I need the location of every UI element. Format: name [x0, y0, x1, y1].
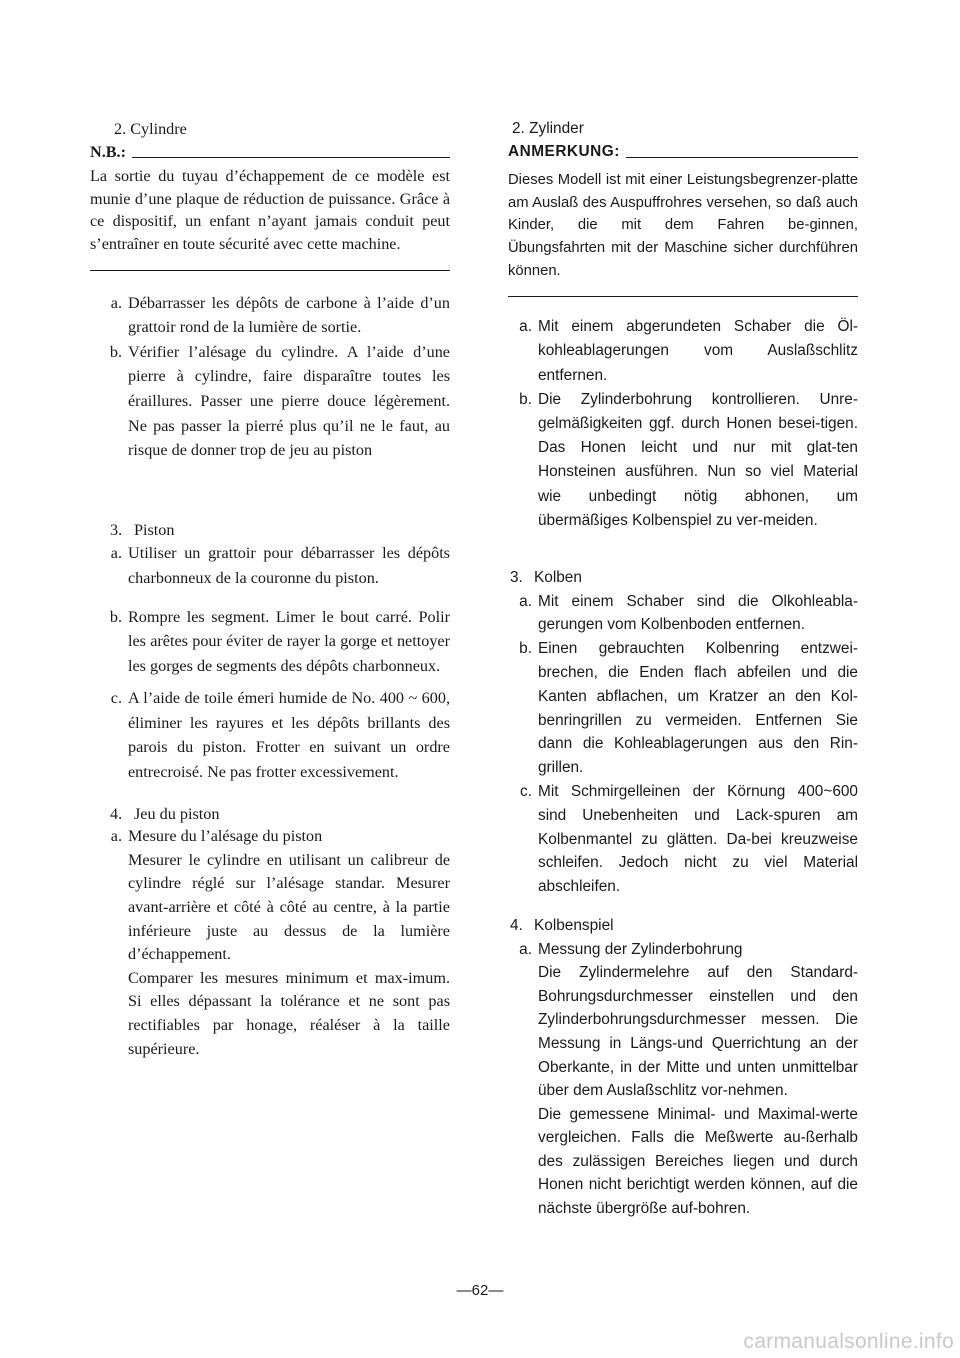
measure-title: Mesure du l’alésage du piston — [128, 827, 323, 846]
list-item: c. A l’aide de toile émeri humide de No. 400 ~ 600, éliminer les rayures et les dépôts brillants des parois du piston. Frotter en suivant un ordre entrecroisé. Ne pas frotter excessivement. — [110, 689, 450, 782]
note-heading — [508, 141, 858, 164]
note-separator — [508, 296, 858, 297]
note-label: ANMERKUNG: — [508, 142, 620, 160]
list-item: a. Mit einem Schaber sind die Olkohleabla-gerungen vom Kolbenboden entfernen. — [519, 592, 858, 634]
piston-steps — [90, 541, 450, 784]
nb-separator — [90, 270, 450, 271]
piston-heading: 3. Piston — [110, 520, 175, 539]
list-item: a. Débarrasser les dépôts de carbone à l’aide d’un grattoir rond de la lumière de sortie. — [110, 293, 450, 337]
piston-clearance-steps — [90, 825, 450, 1061]
cylinder-heading: 2. Cylindre — [114, 120, 187, 138]
measure-text: Die Zylindermelehre auf den Standard-Bohrungsdurchmesser einstellen und den Zylinderbohrungsdurchmesser messen. Die Messung in Längs-und Querrichtung an der Oberkante, in der Mitte und unten unmittelbar über dem Auslaßschlitz vor-nehmen. — [538, 964, 858, 1100]
compare-text: Die gemessene Minimal- und Maximal-werte vergleichen. Falls die Meßwerte au-ßerhalb des zulässigen Bereiches liegen und durch Honen nicht berichtigt werden können, auf die nächste übergröße auf-bohren. — [538, 1105, 858, 1218]
list-item: b. Die Zylinderbohrung kontrollieren. Unre-gelmäßigkeiten ggf. durch Honen besei-tigen. Das Honen leicht und nur mit glat-ten Honsteinen ausführen. Nun so viel Material wie unbedingt nötig abhonen, um übermäßiges Kolbenspiel zu ver-meiden. — [519, 390, 858, 529]
list-item: a. Utiliser un grattoir pour débarrasser les dépôts charbonneux de la couronne du piston. — [110, 544, 450, 587]
note-rule — [626, 157, 858, 158]
piston-clearance-steps — [508, 938, 858, 1221]
page-number: —62— — [456, 1282, 504, 1299]
nb-heading — [90, 141, 450, 164]
list-item: b. Einen gebrauchten Kolbenring entzwei-brechen, die Enden flach abfeilen und die Kanten abflachen, um Kratzer an den Kol-benringrillen zu vermeiden. Entfernen Sie dann die Kohleablagerungen aus den Rin-grillen. — [519, 640, 858, 777]
cylinder-steps — [90, 291, 450, 463]
french-column — [90, 118, 450, 1061]
list-item: a. Mesure du l’alésage du piston Mesurer le cylindre en utilisant un calibreur de cylindre réglé sur l’alésage standar. Mesurer avant-arrière et côté à côté au centre, à la partie inférieure juste au dessus de la lumière d’échappement. Comparer les mesures minimum et max-imum. Si elles dépassant la tolérance et ne sont pas rectifiables par honage, réaléser à la taille supérieure. — [102, 825, 450, 1061]
list-item: c. Mit Schmirgelleinen der Körnung 400~600 sind Unebenheiten und Lack-spuren am Kolbenmantel zu glätten. Da-bei kreuzweise schleifen. Jedoch nicht zu viel Material abschleifen. — [520, 782, 858, 896]
cylinder-heading: 2. Zylinder — [512, 120, 584, 137]
nb-text: La sortie du tuyau d’échappement de ce modèle est munie d’une plaque de réduction de puissance. Grâce à ce dispositif, un enfant n’ayant jamais conduit peut s’entraîner en toute sécurité avec cette machine. — [90, 167, 450, 253]
list-item: a. Messung der Zylinderbohrung Die Zylindermelehre auf den Standard-Bohrungsdurchmesser einstellen und den Zylinderbohrungsdurchmesser messen. Die Messung in Längs-und Querrichtung an der Oberkante, in der Mitte und unten unmittelbar über dem Auslaßschlitz vor-nehmen. Die gemessene Minimal- und Maximal-werte vergleichen. Falls die Meßwerte au-ßerhalb des zulässigen Bereiches liegen und durch Honen nicht berichtigt werden können, auf die nächste übergröße auf-bohren. — [512, 938, 858, 1221]
piston-clearance-heading: 4. Kolbenspiel — [510, 916, 614, 934]
list-item: b. Rompre les segment. Limer le bout carré. Polir les arêtes pour éviter de rayer la gorge et nettoyer les gorges de segments des dépôts charbonneux. — [109, 607, 450, 675]
piston-clearance-heading: 4. Jeu du piston — [110, 804, 220, 823]
compare-text: Comparer les mesures minimum et max-imum. Si elles dépassant la tolérance et ne sont pas rectifiables par honage, réaléser à la taille supérieure. — [128, 968, 450, 1058]
cylinder-steps — [508, 315, 858, 533]
watermark: carmanualsonline.info — [743, 1330, 954, 1353]
note-text: Dieses Modell ist mit einer Leistungsbegrenzer-platte am Auslaß des Auspuffrohres versehen, so daß auch Kinder, die mit dem Fahren be-ginnen, Übungsfahrten mit der Maschine sicher durchführen können. — [508, 172, 858, 279]
measure-text: Mesurer le cylindre en utilisant un calibreur de cylindre réglé sur l’alésage standar. Mesurer avant-arrière et côté à côté au centre, à la partie inférieure juste au dessus de la lumière d’échappement. — [128, 850, 450, 964]
list-item: a. Mit einem abgerundeten Schaber die Öl-kohleablagerungen vom Auslaßschlitz entfernen. — [519, 318, 858, 384]
list-item: b. Vérifier l’alésage du cylindre. A l’aide d’une pierre à cylindre, faire disparaître toutes les éraillures. Passer une pierre douce légèrement. Ne pas passer la pierré plus qu’il ne le faut, au risque de donner trop de jeu au piston — [109, 342, 450, 460]
german-column — [508, 118, 858, 1221]
measure-title: Messung der Zylinderbohrung — [538, 940, 743, 958]
piston-steps — [508, 590, 858, 899]
nb-label: N.B.: — [90, 142, 126, 161]
nb-rule — [132, 157, 450, 158]
piston-heading: 3. Kolben — [510, 568, 582, 586]
